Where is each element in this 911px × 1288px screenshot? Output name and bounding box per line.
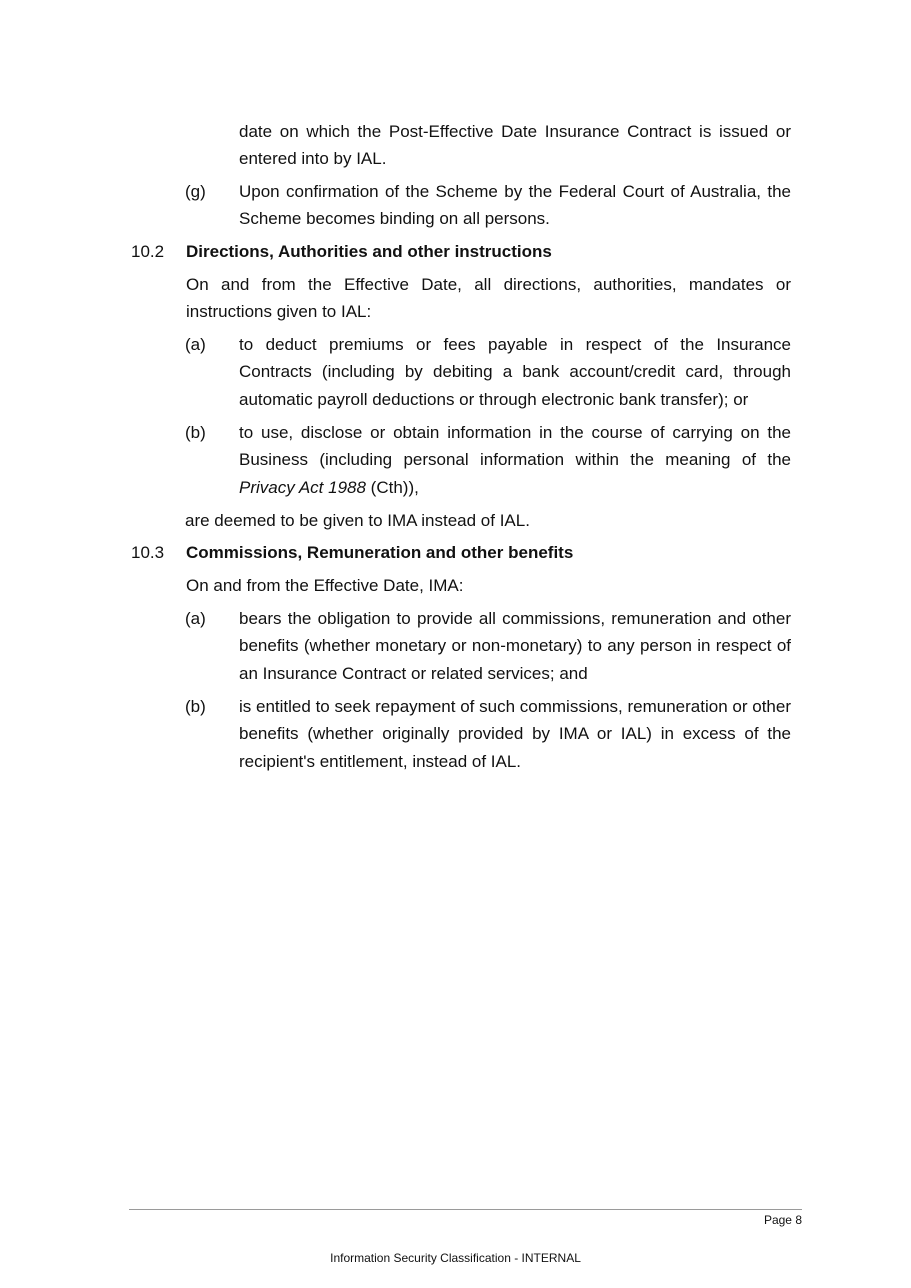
section-10-2-closing: are deemed to be given to IMA instead of IAL. [185,511,530,530]
section-10-3-item-a-text: bears the obligation to provide all commissions, remuneration and other benefits (whether monetary or non-monetary) to any person in respect of an Insurance Contract or related services; and [239,609,791,683]
section-10-2-item-b-text [239,419,791,501]
section-10-3-number: 10.3 [131,543,165,562]
item-b-text-after: (Cth)), [365,477,419,497]
section-10-2-heading: Directions, Authorities and other instructions [186,242,552,261]
section-10-3-intro: On and from the Effective Date, IMA: [186,576,464,595]
item-g-text: Upon confirmation of the Scheme by the Federal Court of Australia, the Scheme becomes binding on all persons. [239,182,791,229]
section-10-2-number: 10.2 [131,242,165,261]
section-10-3-heading: Commissions, Remuneration and other benefits [186,543,574,562]
privacy-act-name: Privacy Act 1988 [239,477,366,497]
item-b-text-before: to use, disclose or obtain information in the course of carrying on the Business (including personal information within the meaning of the [239,423,791,470]
section-10-3-item-a-label: (a) [185,609,206,628]
continued-paragraph: date on which the Post-Effective Date Insurance Contract is issued or entered into by IAL. [239,122,791,169]
footer-divider [129,1209,802,1210]
section-10-2-intro: On and from the Effective Date, all directions, authorities, mandates or instructions given to IAL: [186,275,791,322]
item-g-label: (g) [185,182,206,201]
section-10-2-item-a-label: (a) [185,335,206,354]
security-classification: Information Security Classification - INTERNAL [330,1251,581,1265]
section-10-3-item-b-label: (b) [185,697,206,716]
section-10-2-item-a-text: to deduct premiums or fees payable in respect of the Insurance Contracts (including by debiting a bank account/credit card, through automatic payroll deductions or through electronic bank transfer); or [239,335,791,409]
section-10-3-item-b-text: is entitled to seek repayment of such commissions, remuneration or other benefits (whether originally provided by IMA or IAL) in excess of the recipient's entitlement, instead of IAL. [239,697,791,771]
page-number: Page 8 [763,1213,802,1227]
section-10-2-item-b-label: (b) [185,423,206,442]
